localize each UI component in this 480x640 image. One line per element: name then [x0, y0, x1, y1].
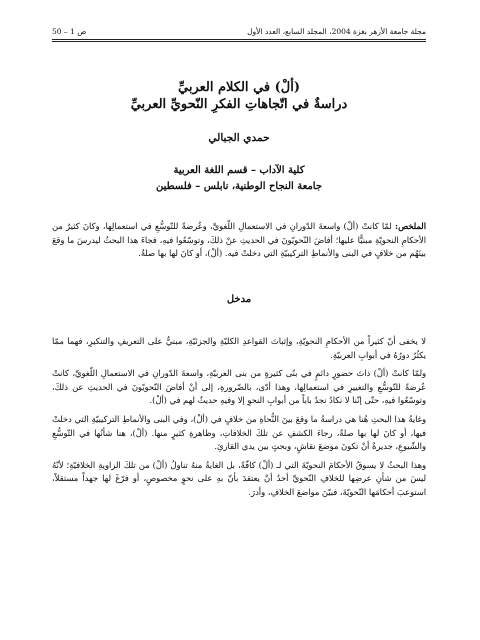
section-heading: مدخل [226, 294, 252, 305]
abstract [52, 220, 426, 261]
paragraph: ولمّا كانتْ (ألْ) ذاتَ حضورٍ دائمٍ في بنًى كثيرةٍ من بنى العربيّةِ، واسعةَ الدّورانِ في الاستعمالِ اللّغويِّ، كانتْ عُرضةً للتّوسُّعِ والتغييرِ في استعمالِها، وهذا أدّى، بالضّرورةِ، إلى أنْ أفاضَ النّحويّونَ في الحديثِ عن ذلكَ، وتوسّعُوا فيهِ، حتّى إنّنا لا نكادُ نجدُ باباً من أبوابِ النحوِ إلا وفيهِ حديثٌ لهم في (ألْ). [52, 368, 426, 406]
paper-title-line-1: (ألْ) في الكلام العربيِّ [177, 80, 300, 95]
header-rule-top [52, 39, 426, 40]
paragraph: لا يخفى أنّ كثيراً من الأحكامِ النحويّةِ، وإثباتَ القواعدِ الكليّةِ والجزئيّةِ، مبنيٌّ على التعريفِ والتنكيرِ، فهما ممّا يكثُرُ دورُهُ في أبوابِ العربيّةِ. [52, 336, 426, 360]
running-header [52, 24, 426, 38]
affiliation-faculty: كلية الآداب – قسم اللغة العربية [173, 165, 305, 176]
paper-title-line-2: دراسةٌ في اتّجاهاتِ الفكرِ النّحويِّ العربيِّ [130, 97, 348, 112]
body-text [52, 335, 426, 505]
header-rule-bottom [52, 41, 426, 42]
journal-citation: مجلة جامعة الأزهر بغزة 2004، المجلد السابع، العدد الأول [247, 26, 426, 36]
affiliation-university: جامعة النجاح الوطنية، نابلس – فلسطين [155, 181, 323, 192]
abstract-text: لمّا كانتْ (ألْ) واسعةَ الدّورانِ في الاستعمالِ اللّغويِّ، وعُرضةً للتّوسُّعِ في استعمالِها، وكانَ كثيرٌ من الأحكامِ النحويّةِ مبنيًّا عليها؛ أفاضَ النّحويّونَ في الحديثِ عنْ ذلكَ، وتوسّعُوا فيهِ، فجاءَ هذا البحثُ ليدرسَ ما وقعَ بينَهُم من خلافٍ في البنى والأنماطِ التركيبيّةِ التي دخلتْ فيه. (ألْ)، أو كانَ لها بها صلةٌ. [52, 221, 426, 259]
abstract-label: الملخص: [395, 221, 427, 231]
paragraph: وغايةُ هذا البحثِ هُنا هي دراسةُ ما وقعَ بينَ النُّحاةِ من خلافٍ في (ألْ)، وفي البنى والأنماطِ التركيبيّةِ التي دخلتْ فيها، أو كانَ لها بها صلةٌ، رجاءَ الكشفِ عن تلكَ الخلافاتِ، وظاهرةِ كثيرٍ منها. (ألْ)، هنا شأنُها في التّوسُّعِ والشّيوعِ، جديرةٌ أنْ تكونَ موضعَ نقاشٍ، وبحثٍ بين يدي القارئِ. [52, 413, 426, 452]
paragraph: وهذا البحثُ لا يسوقُ الأحكامَ النحويّةَ التي لـ (ألْ) كافّةً، بل الغايةُ منهُ تناولُ (ألْ) من تلكَ الزاويةِ الخلافيّةِ؛ لأنّهُ ليسَ من شأنِ عرضِها للخلافِ النّحويِّ أحدُ أنْ يعتقدَ بأنّ بهِ على نحوٍ مخصوصٍ، أو فرّغَ لها جهداً مستقلاً، استوعبَ أحكامَها النّحويّةَ، فبيّنَ مواضعَ الخلافِ، وأدرَ. [52, 459, 426, 497]
page-range: ص 1 – 50 [52, 26, 87, 36]
author-name: حمدي الجبالي [208, 132, 270, 144]
